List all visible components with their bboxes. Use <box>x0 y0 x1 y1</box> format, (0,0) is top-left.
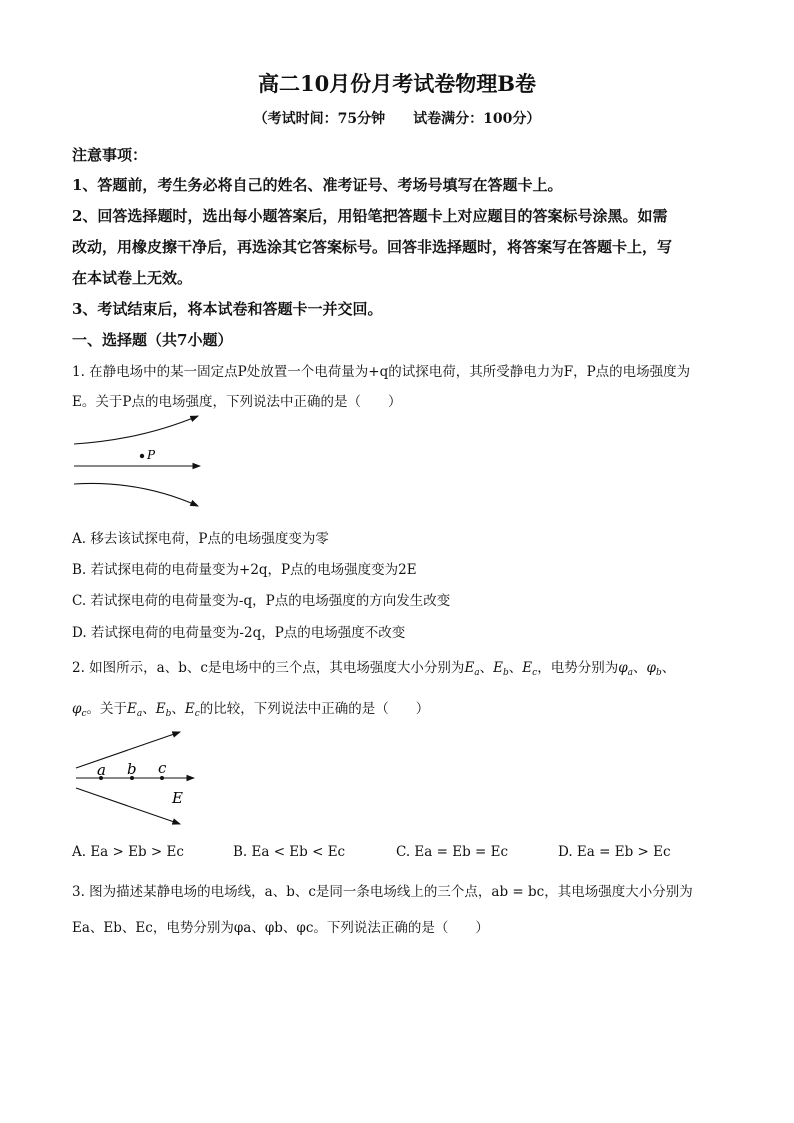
q1-field-lines-figure <box>70 410 210 510</box>
q2-option-c: C. Ea = Eb = Ec <box>396 844 509 860</box>
q1-point-p-label: P <box>147 448 156 462</box>
q2-point-a-label: a <box>97 761 106 779</box>
q2-field-lines-figure <box>70 726 210 830</box>
q3-stem-line-2: Ea、Eb、Ec，电势分别为φa、φb、φc。下列说法正确的是（ ） <box>72 920 489 936</box>
notice-item-2-line-1: 2、回答选择题时，选出每小题答案后，用铅笔把答题卡上对应题目的答案标号涂黑。如需 <box>72 207 668 225</box>
section-heading: 一、选择题（共7小题） <box>72 331 233 349</box>
q3-stem-line-1: 3. 图为描述某静电场的电场线，a、b、c是同一条电场线上的三个点，ab = bc，其电场强度大小分别为 <box>72 884 693 900</box>
q1-field-line-top <box>74 416 198 444</box>
notice-item-2-line-2: 改动，用橡皮擦干净后，再选涂其它答案标号。回答非选择题时，将答案写在答题卡上，写 <box>72 238 673 256</box>
q1-option-b: B. 若试探电荷的电荷量变为+2q，P点的电场强度变为2E <box>72 562 417 578</box>
notice-item-1: 1、答题前，考生务必将自己的姓名、准考证号、考场号填写在答题卡上。 <box>72 176 563 194</box>
q2-stem-line-2: $\varphi_c$。关于$E_a$、$E_b$、$E_c$的比较，下列说法中正确的是（ ） <box>72 701 430 719</box>
exam-info: （考试时间：75分钟 试卷满分：100分） <box>253 111 541 127</box>
q2-stem-line-1: 2. 如图所示，a、b、c是电场中的三个点，其电场强度大小分别为$E_a$、$E_b$、$E_c$，电势分别为$\varphi_a$、$\varphi_b$、 <box>72 660 676 678</box>
page-title: 高二10月份月考试卷物理B卷 <box>258 71 536 96</box>
q1-point-p <box>140 454 144 458</box>
q2-field-e-label: E <box>172 789 183 807</box>
notice-heading: 注意事项： <box>72 146 148 164</box>
q2-option-a: A. Ea > Eb > Ec <box>72 844 184 860</box>
q2-field-line-bottom <box>76 788 180 824</box>
q2-point-b-label: b <box>127 760 137 778</box>
q2-option-b: B. Ea < Eb < Ec <box>233 844 346 860</box>
q2-point-c-label: c <box>158 759 167 777</box>
q1-option-d: D. 若试探电荷的电荷量变为-2q，P点的电场强度不改变 <box>72 625 406 641</box>
q1-stem-line-1: 1. 在静电场中的某一固定点P处放置一个电荷量为+q的试探电荷，其所受静电力为F，P点的电场强度为 <box>72 364 691 380</box>
notice-item-2-line-3: 在本试卷上无效。 <box>72 269 193 287</box>
q2-option-d: D. Ea = Eb > Ec <box>558 844 671 860</box>
q1-stem-line-2: E。关于P点的电场强度，下列说法中正确的是（ ） <box>72 394 402 410</box>
q1-option-c: C. 若试探电荷的电荷量变为-q，P点的电场强度的方向发生改变 <box>72 593 451 609</box>
q1-field-line-bottom <box>74 483 198 506</box>
q1-option-a: A. 移去该试探电荷，P点的电场强度变为零 <box>72 531 329 547</box>
notice-item-3: 3、考试结束后，将本试卷和答题卡一并交回。 <box>72 300 383 318</box>
